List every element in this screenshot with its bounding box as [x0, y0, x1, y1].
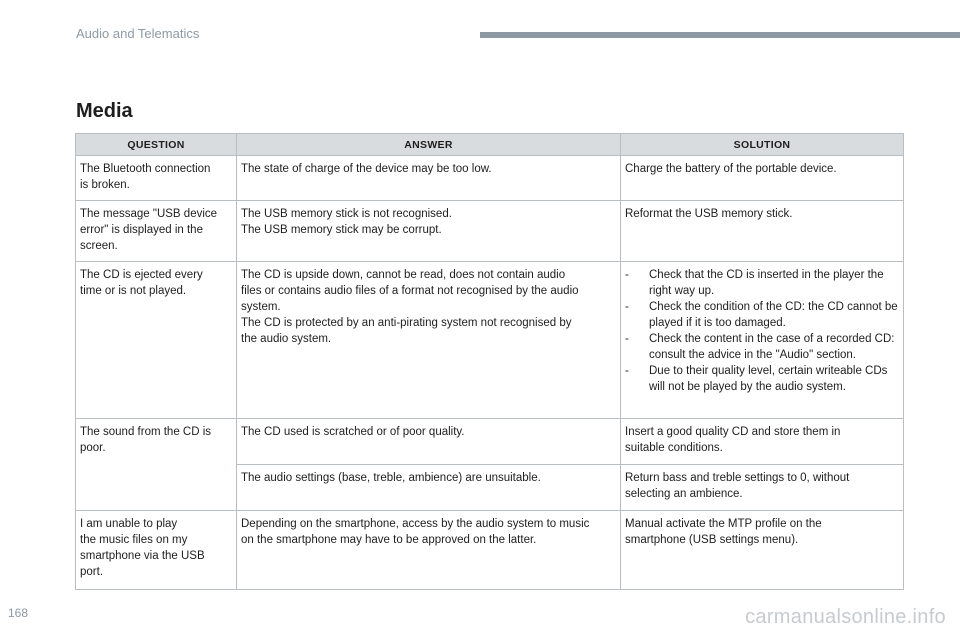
dash-bullet: -: [625, 333, 629, 345]
column-header-question: QUESTION: [76, 134, 237, 156]
question-cell: The Bluetooth connection is broken.: [76, 156, 237, 201]
solution-cell: Charge the battery of the portable device.: [621, 156, 904, 201]
table-row: [76, 201, 904, 262]
section-title: Media: [76, 100, 133, 122]
dash-bullet: -: [625, 269, 629, 281]
list-item: [625, 331, 899, 363]
answer-cell: The audio settings (base, treble, ambience) are unsuitable.: [237, 465, 621, 511]
solution-cell: Return bass and treble settings to 0, without selecting an ambience.: [621, 465, 904, 511]
solution-cell: [621, 262, 904, 419]
question-cell: The message "USB device error" is displayed in the screen.: [76, 201, 237, 262]
answer-cell: The state of charge of the device may be too low.: [237, 156, 621, 201]
solution-cell: Manual activate the MTP profile on the smartphone (USB settings menu).: [621, 511, 904, 590]
dash-bullet: -: [625, 301, 629, 313]
solution-step-text: Check the condition of the CD: the CD cannot be played if it is too damaged.: [649, 301, 898, 329]
list-item: [625, 267, 899, 299]
table-row: [76, 419, 904, 465]
solution-step-text: Check the content in the case of a recorded CD: consult the advice in the "Audio" section.: [649, 333, 895, 361]
list-item: [625, 363, 899, 395]
page-number: 168: [8, 606, 29, 620]
question-cell: The sound from the CD is poor.: [76, 419, 237, 511]
question-cell: The CD is ejected every time or is not played.: [76, 262, 237, 419]
table-row: [76, 156, 904, 201]
solution-step-text: Check that the CD is inserted in the player the right way up.: [649, 269, 884, 297]
column-header-answer: ANSWER: [237, 134, 621, 156]
table-row: [76, 511, 904, 590]
question-cell: I am unable to play the music files on my smartphone via the USB port.: [76, 511, 237, 590]
solution-steps-list: [625, 267, 899, 395]
solution-cell: Insert a good quality CD and store them in suitable conditions.: [621, 419, 904, 465]
answer-cell: The CD is upside down, cannot be read, does not contain audio files or contains audio files of a format not recognised by the audio system. The CD is protected by an anti-pirating system not recognised by the audio system.: [237, 262, 621, 419]
dash-bullet: -: [625, 365, 629, 377]
answer-cell: The USB memory stick is not recognised. The USB memory stick may be corrupt.: [237, 201, 621, 262]
table-header-row: [76, 134, 904, 156]
watermark: carmanualsonline.info: [745, 606, 946, 628]
solution-step-text: Due to their quality level, certain writeable CDs will not be played by the audio system.: [649, 365, 888, 393]
header-title: Audio and Telematics: [76, 26, 200, 41]
answer-cell: Depending on the smartphone, access by the audio system to music on the smartphone may have to be approved on the latter.: [237, 511, 621, 590]
list-item: [625, 299, 899, 331]
faq-table: [75, 133, 904, 590]
solution-cell: Reformat the USB memory stick.: [621, 201, 904, 262]
column-header-solution: SOLUTION: [621, 134, 904, 156]
answer-cell: The CD used is scratched or of poor quality.: [237, 419, 621, 465]
table-row: [76, 262, 904, 419]
header-bar: [480, 32, 960, 38]
